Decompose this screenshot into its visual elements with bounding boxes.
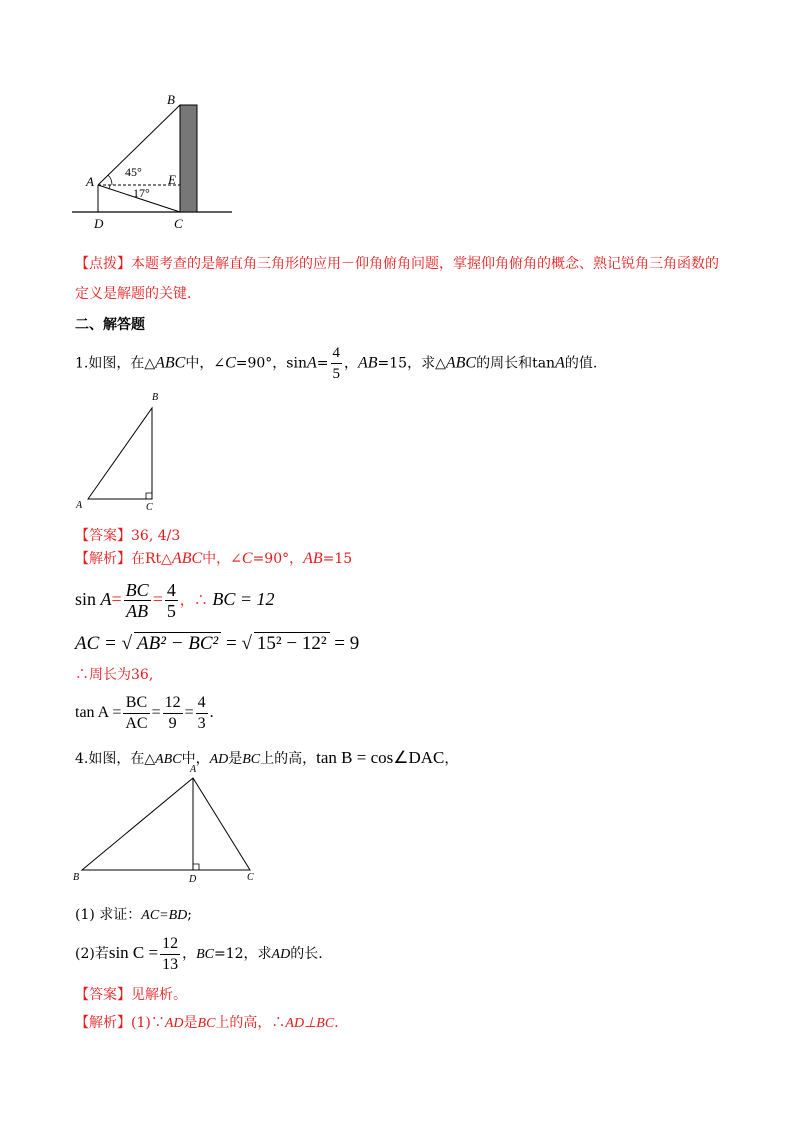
q1-mid3: =15，求△ <box>377 355 446 372</box>
q4-suffix: ， <box>444 751 459 767</box>
answer-1-text: 36, 4/3 <box>131 528 181 544</box>
equation-tan-a <box>75 690 214 736</box>
q1-fraction <box>331 343 343 384</box>
q4-part1-suffix: ; <box>187 907 192 923</box>
fig3-label-b: B <box>73 872 80 883</box>
answer-4 <box>75 986 187 1004</box>
tip-line-1 <box>75 255 719 273</box>
eq3-bc: BC <box>123 693 149 714</box>
eq1-bc: BC <box>125 580 149 601</box>
eq2-ac: AC = <box>75 633 117 654</box>
eq1-eq: = <box>111 589 122 609</box>
fig1-angle-45: 45° <box>125 165 142 179</box>
figure-right-triangle <box>80 400 170 505</box>
eq3-frac-bc-ac <box>123 693 149 734</box>
q4-part2-suffix: 的长. <box>290 946 323 962</box>
eq3-ac: AC <box>125 714 148 732</box>
analysis-1-text2: 中，∠ <box>202 551 242 567</box>
fig3-label-c: C <box>247 872 254 883</box>
tip-tag: 【点拨】 <box>75 256 131 272</box>
q4-part-2 <box>75 930 323 978</box>
q1-frac-num: 4 <box>331 343 343 364</box>
fig3-label-a: A <box>190 764 197 775</box>
q4-part2-fraction <box>160 934 180 975</box>
q4-part2-d: 13 <box>162 955 179 973</box>
eq2-result: = 9 <box>334 633 360 654</box>
question-4 <box>75 746 458 772</box>
section-title: 二、解答题 <box>75 317 145 333</box>
q4-mid3: 上的高， <box>260 751 317 767</box>
q4-part1-math: AC=BD <box>141 908 188 923</box>
q4-prefix: 4.如图，在△ <box>75 751 156 767</box>
fig1-label-d: D <box>94 216 104 231</box>
equation-sin-a <box>75 576 275 624</box>
q4-abc: ABC <box>155 752 182 767</box>
analysis-1-c: C <box>241 550 253 567</box>
eq3-tan: tan A = <box>75 704 122 721</box>
q4-ad: AD <box>209 752 229 767</box>
eq1-therefore: ，∴ <box>179 593 208 609</box>
q4-part2-ad: AD <box>271 947 291 962</box>
eq1-eq2: = <box>152 589 163 609</box>
q4-formula: tan B = cos∠DAC <box>316 748 445 767</box>
eq2-radicand-1: AB² − BC² <box>134 632 221 655</box>
analysis-4-mid: 是 <box>183 1015 198 1031</box>
q1-mid4: 的周长和tan <box>476 355 556 372</box>
fig2-label-b: B <box>152 392 159 403</box>
q4-part2-sin: sin C = <box>108 943 159 962</box>
eq1-frac-bc-ab <box>124 580 151 621</box>
eq1-d: 5 <box>166 601 176 622</box>
q4-part2-prefix: (2)若 <box>75 946 109 962</box>
eq3-n2: 4 <box>196 693 208 714</box>
eq3-frac-4-3 <box>196 693 208 734</box>
q1-comma: ， <box>344 355 358 372</box>
eq2-radicand-2: 15² − 12² <box>254 632 330 655</box>
analysis-1-tag: 【解析】 <box>75 551 131 567</box>
q4-part2-mid: ， <box>182 946 197 962</box>
fig3-label-d: D <box>189 874 197 885</box>
q4-mid1: 中， <box>181 751 210 767</box>
q1-ab: AB <box>358 354 378 372</box>
q4-part1-prefix: (1) 求证： <box>75 907 142 923</box>
analysis-4-perp: AD⊥BC <box>285 1016 335 1031</box>
analysis-4 <box>75 1014 339 1033</box>
fig1-label-a: A <box>86 174 94 189</box>
fig2-label-a: A <box>76 500 83 511</box>
analysis-4-tag: 【解析】 <box>75 1015 131 1031</box>
answer-4-text: 见解析。 <box>131 987 187 1003</box>
eq3-eq: = <box>151 704 161 721</box>
q4-part2-bc: BC <box>196 947 214 962</box>
eq1-ab: AB <box>126 601 149 622</box>
tip-text-1: 本题考查的是解直角三角形的应用－仰角俯角问题，掌握仰角俯角的概念、熟记锐角三角函数的 <box>131 256 719 272</box>
q1-frac-den: 5 <box>332 366 340 382</box>
eq3-d2: 3 <box>197 714 206 732</box>
q4-part-1 <box>75 906 192 925</box>
q1-abc: ABC <box>155 354 186 372</box>
analysis-4-bc: BC <box>197 1016 216 1031</box>
analysis-4-prefix: (1)∵ <box>131 1015 165 1031</box>
analysis-1-ab: AB <box>303 550 323 567</box>
eq2-eq: = <box>226 633 237 654</box>
q4-part2-mid2: =12，求 <box>214 946 272 962</box>
eq2-sqrt-symbol-1: √ <box>121 633 133 654</box>
analysis-1 <box>75 550 352 568</box>
fig1-label-c: C <box>174 216 183 231</box>
q1-c: C <box>225 354 236 372</box>
perimeter-line: ∴周长为36, <box>75 667 154 683</box>
eq1-result: BC = 12 <box>212 589 275 609</box>
tip-text-2: 定义是解题的关键. <box>75 286 192 302</box>
answer-4-tag: 【答案】 <box>75 987 131 1003</box>
q1-mid1: 中，∠ <box>185 355 226 372</box>
eq1-a: A <box>100 589 112 609</box>
eq3-frac-12-9 <box>163 693 183 734</box>
eq3-n1: 12 <box>163 693 183 714</box>
q4-part2-n: 12 <box>160 934 180 955</box>
q1-abc2: ABC <box>445 354 477 372</box>
question-1 <box>75 343 597 384</box>
figure-triangle-altitude <box>70 770 260 880</box>
q1-a2: A <box>555 354 565 372</box>
fig2-label-c: C <box>146 502 153 513</box>
q4-mid2: 是 <box>228 751 243 767</box>
tip-line-2 <box>75 285 191 303</box>
q4-bc: BC <box>242 752 261 767</box>
eq1-sin: sin <box>75 589 97 609</box>
fig1-label-b: B <box>167 92 175 107</box>
answer-1 <box>75 527 180 545</box>
equation-ac <box>75 632 359 655</box>
eq1-n: 4 <box>166 580 176 601</box>
analysis-4-dot: . <box>334 1015 339 1031</box>
analysis-1-abc: ABC <box>171 550 203 567</box>
q1-a: A <box>306 354 317 372</box>
analysis-1-text3: =90°， <box>252 551 304 567</box>
q1-suffix: 的值. <box>564 355 598 372</box>
eq1-frac-4-5 <box>165 580 178 621</box>
q1-eq: = <box>316 355 329 372</box>
fig1-label-e: E <box>168 172 176 187</box>
analysis-4-ad: AD <box>164 1016 184 1031</box>
eq2-sqrt-symbol-2: √ <box>241 633 252 654</box>
q1-mid2: =90°，sin <box>235 355 307 372</box>
analysis-1-text: 在Rt△ <box>131 551 172 567</box>
eq3-dot: . <box>209 704 214 721</box>
fig1-angle-17: 17° <box>133 186 150 200</box>
figure-angle-of-elevation <box>60 85 250 235</box>
eq3-eq2: = <box>184 704 194 721</box>
answer-1-tag: 【答案】 <box>75 528 131 544</box>
q1-prefix: 1.如图，在△ <box>75 355 156 372</box>
analysis-4-mid2: 上的高，∴ <box>215 1015 286 1031</box>
eq3-d1: 9 <box>168 714 177 732</box>
analysis-1-text4: =15 <box>322 551 353 567</box>
